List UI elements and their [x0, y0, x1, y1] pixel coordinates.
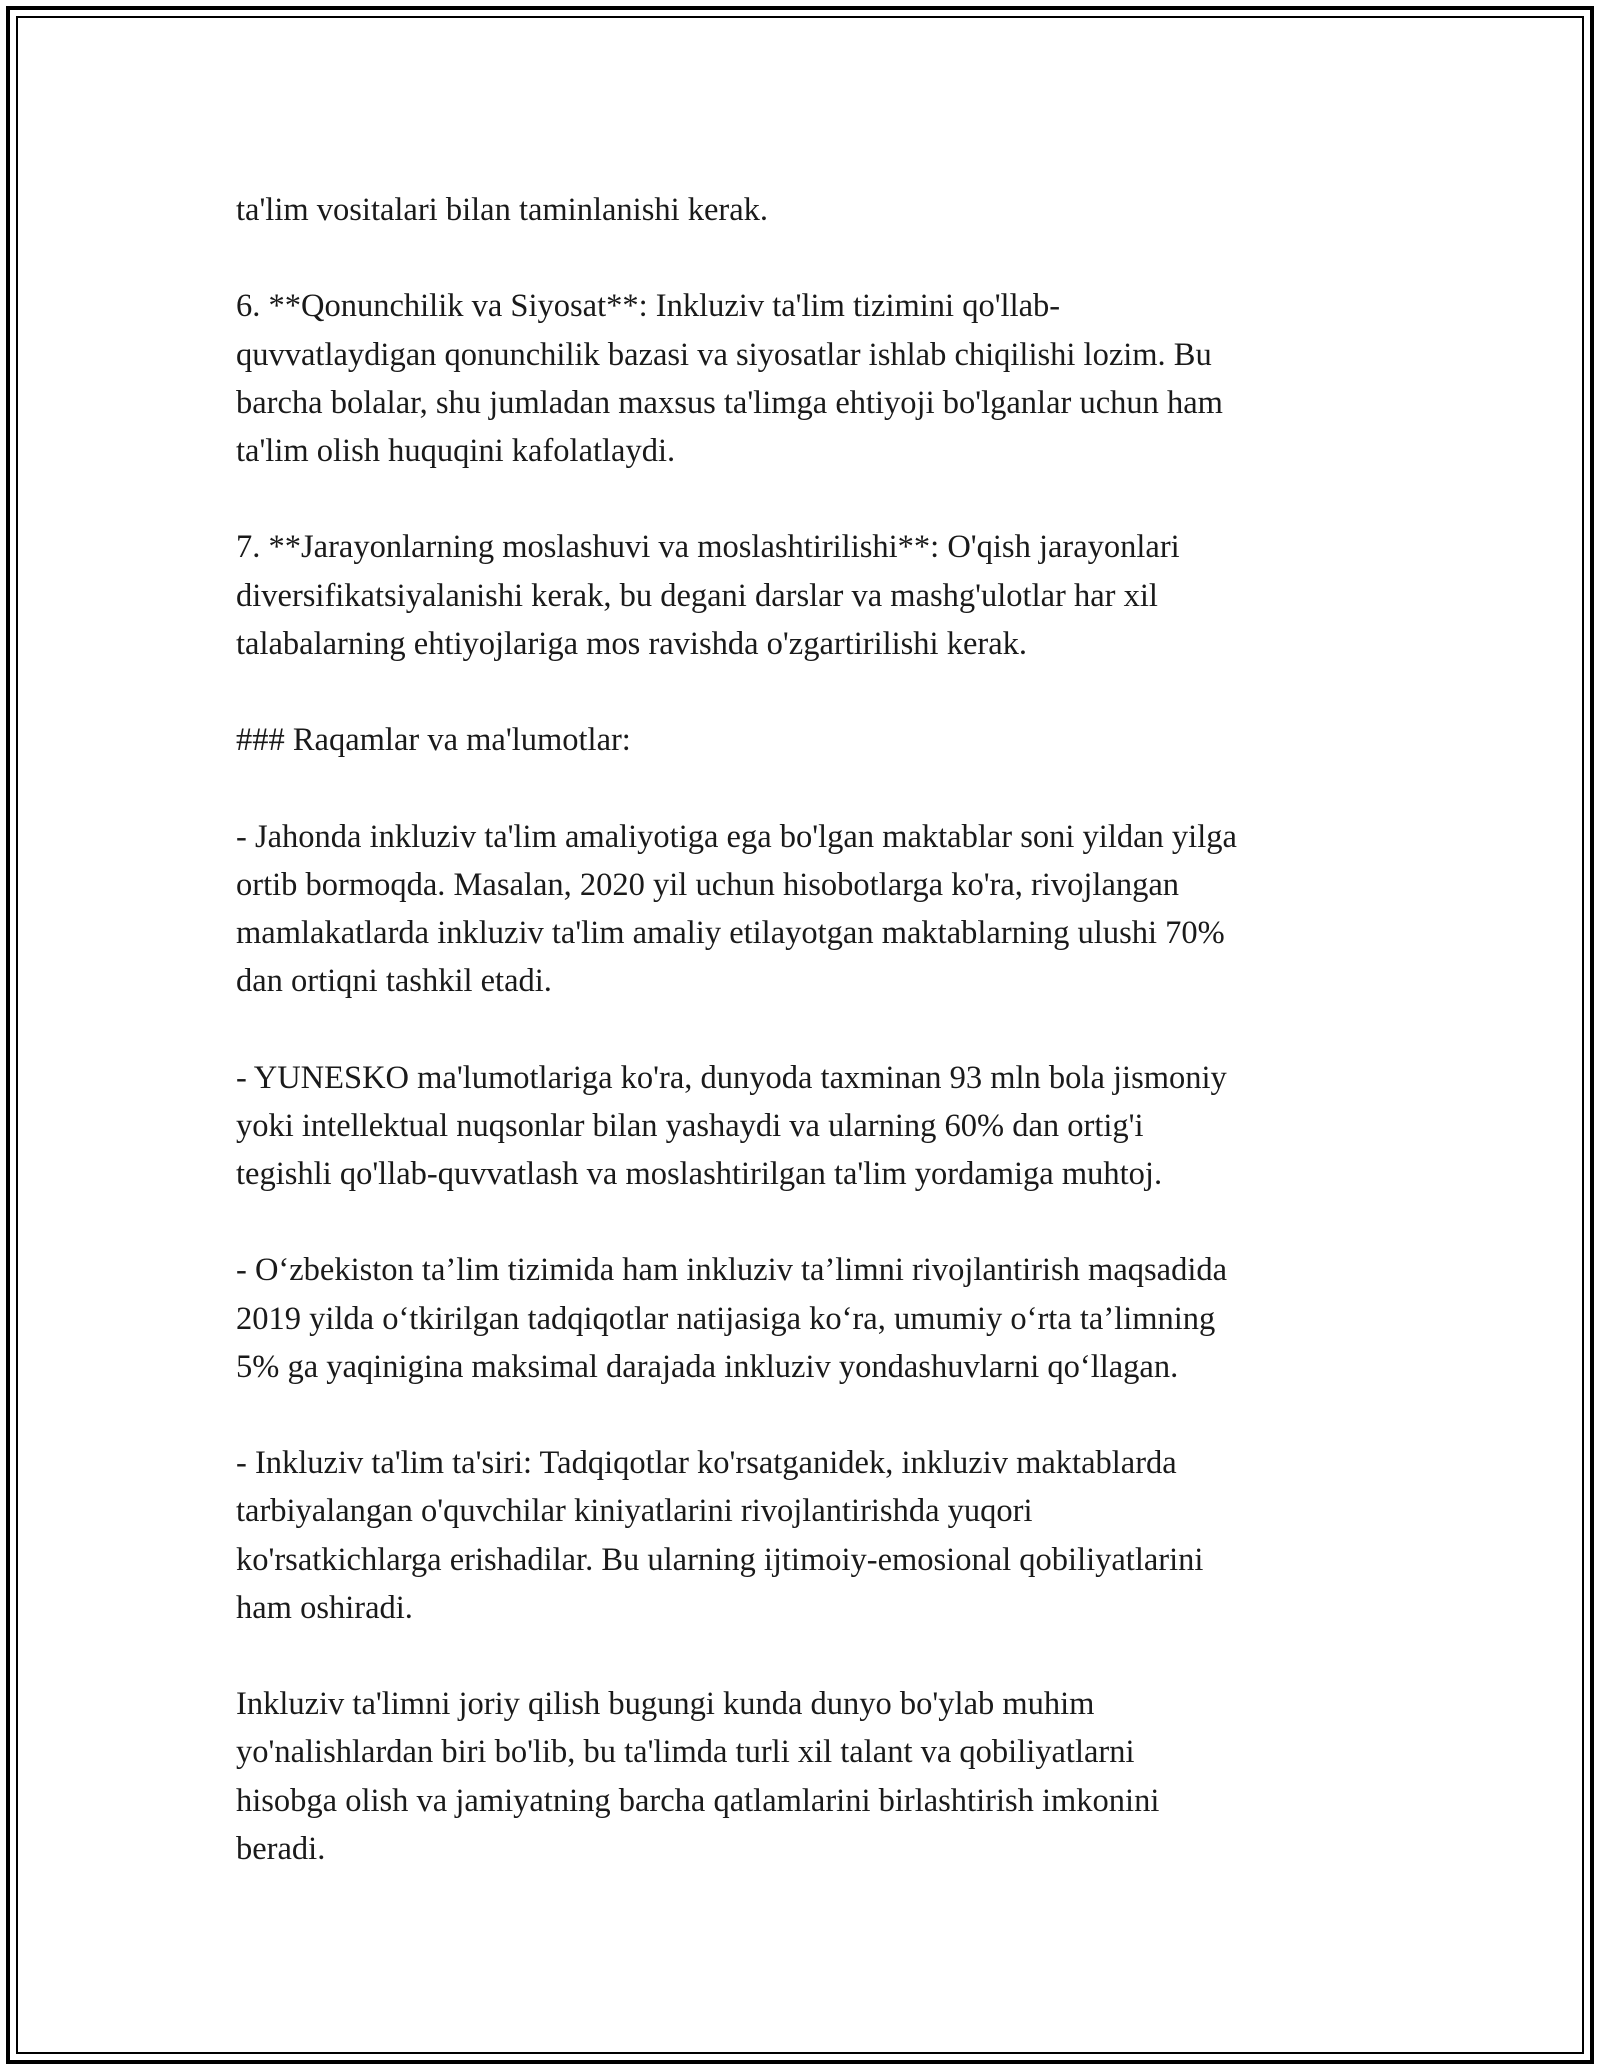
text-line: mamlakatlarda inkluziv ta'lim amaliy etilayotgan maktablarning ulushi 70% [236, 914, 1225, 951]
text-line: ham oshiradi. [236, 1589, 413, 1626]
para-point-6 [236, 282, 1376, 475]
text-line: yo'nalishlardan biri bo'lib, bu ta'limda turli xil talant va qobiliyatlarni [236, 1734, 1135, 1771]
text-line: tarbiyalangan o'quvchilar kiniyatlarini rivojlantirishda yuqori [236, 1493, 1033, 1530]
text-line: quvvatlaydigan qonunchilik bazasi va siyosatlar ishlab chiqilishi lozim. Bu [236, 336, 1212, 373]
document-body [236, 186, 1376, 1921]
text-line: barcha bolalar, shu jumladan maxsus ta'limga ehtiyoji bo'lganlar uchun ham [236, 384, 1223, 421]
text-line: Inkluziv ta'limni joriy qilish bugungi kunda dunyo bo'ylab muhim [236, 1686, 1095, 1723]
text-line: 6. **Qonunchilik va Siyosat**: Inkluziv ta'lim tizimini qo'llab- [236, 288, 1061, 325]
text-line: talabalarning ehtiyojlariga mos ravishda o'zgartirilishi kerak. [236, 625, 1028, 662]
text-line: yoki intellektual nuqsonlar bilan yashaydi va ularning 60% dan ortig'i [236, 1107, 1144, 1144]
para-bullet-4 [236, 1439, 1376, 1632]
text-line: - YUNESKO ma'lumotlariga ko'ra, dunyoda taxminan 93 mln bola jismoniy [236, 1059, 1227, 1096]
text-line: ortib bormoqda. Masalan, 2020 yil uchun hisobotlarga ko'ra, rivojlangan [236, 866, 1180, 903]
text-line: - O‘zbekiston ta’lim tizimida ham inkluziv ta’limni rivojlantirish maqsadida [236, 1252, 1228, 1289]
text-line: ta'lim vositalari bilan taminlanishi kerak. [236, 192, 769, 228]
text-line: ta'lim olish huquqini kafolatlaydi. [236, 433, 676, 469]
text-line: - Jahonda inkluziv ta'lim amaliyotiga ega bo'lgan maktablar soni yildan yilga [236, 818, 1237, 855]
text-line: - Inkluziv ta'lim ta'siri: Tadqiqotlar ko'rsatganidek, inkluziv maktablarda [236, 1445, 1177, 1482]
text-line: ### Raqamlar va ma'lumotlar: [236, 722, 631, 759]
text-line: dan ortiqni tashkil etadi. [236, 963, 552, 1000]
para-bullet-1 [236, 813, 1376, 1006]
text-line: ko'rsatkichlarga erishadilar. Bu ularning ijtimoiy-emosional qobiliyatlarini [236, 1541, 1204, 1578]
para-heading [236, 716, 1376, 764]
para-conclusion [236, 1680, 1376, 1873]
text-line: diversifikatsiyalanishi kerak, bu degani darslar va mashg'ulotlar har xil [236, 577, 1158, 614]
para-intro-tail [236, 186, 1376, 234]
para-bullet-3 [236, 1246, 1376, 1391]
text-line: 2019 yilda o‘tkirilgan tadqiqotlar natijasiga ko‘ra, umumiy o‘rta ta’limning [236, 1300, 1216, 1337]
para-point-7 [236, 523, 1376, 668]
text-line: hisobga olish va jamiyatning barcha qatlamlarini birlashtirish imkonini [236, 1782, 1160, 1819]
text-line: 5% ga yaqinigina maksimal darajada inkluziv yondashuvlarni qo‘llagan. [236, 1348, 1179, 1385]
text-line: tegishli qo'llab-quvvatlash va moslashtirilgan ta'lim yordamiga muhtoj. [236, 1155, 1163, 1192]
para-bullet-2 [236, 1054, 1376, 1199]
text-line: 7. **Jarayonlarning moslashuvi va moslashtirilishi**: O'qish jarayonlari [236, 529, 1180, 566]
text-line: beradi. [236, 1830, 326, 1867]
